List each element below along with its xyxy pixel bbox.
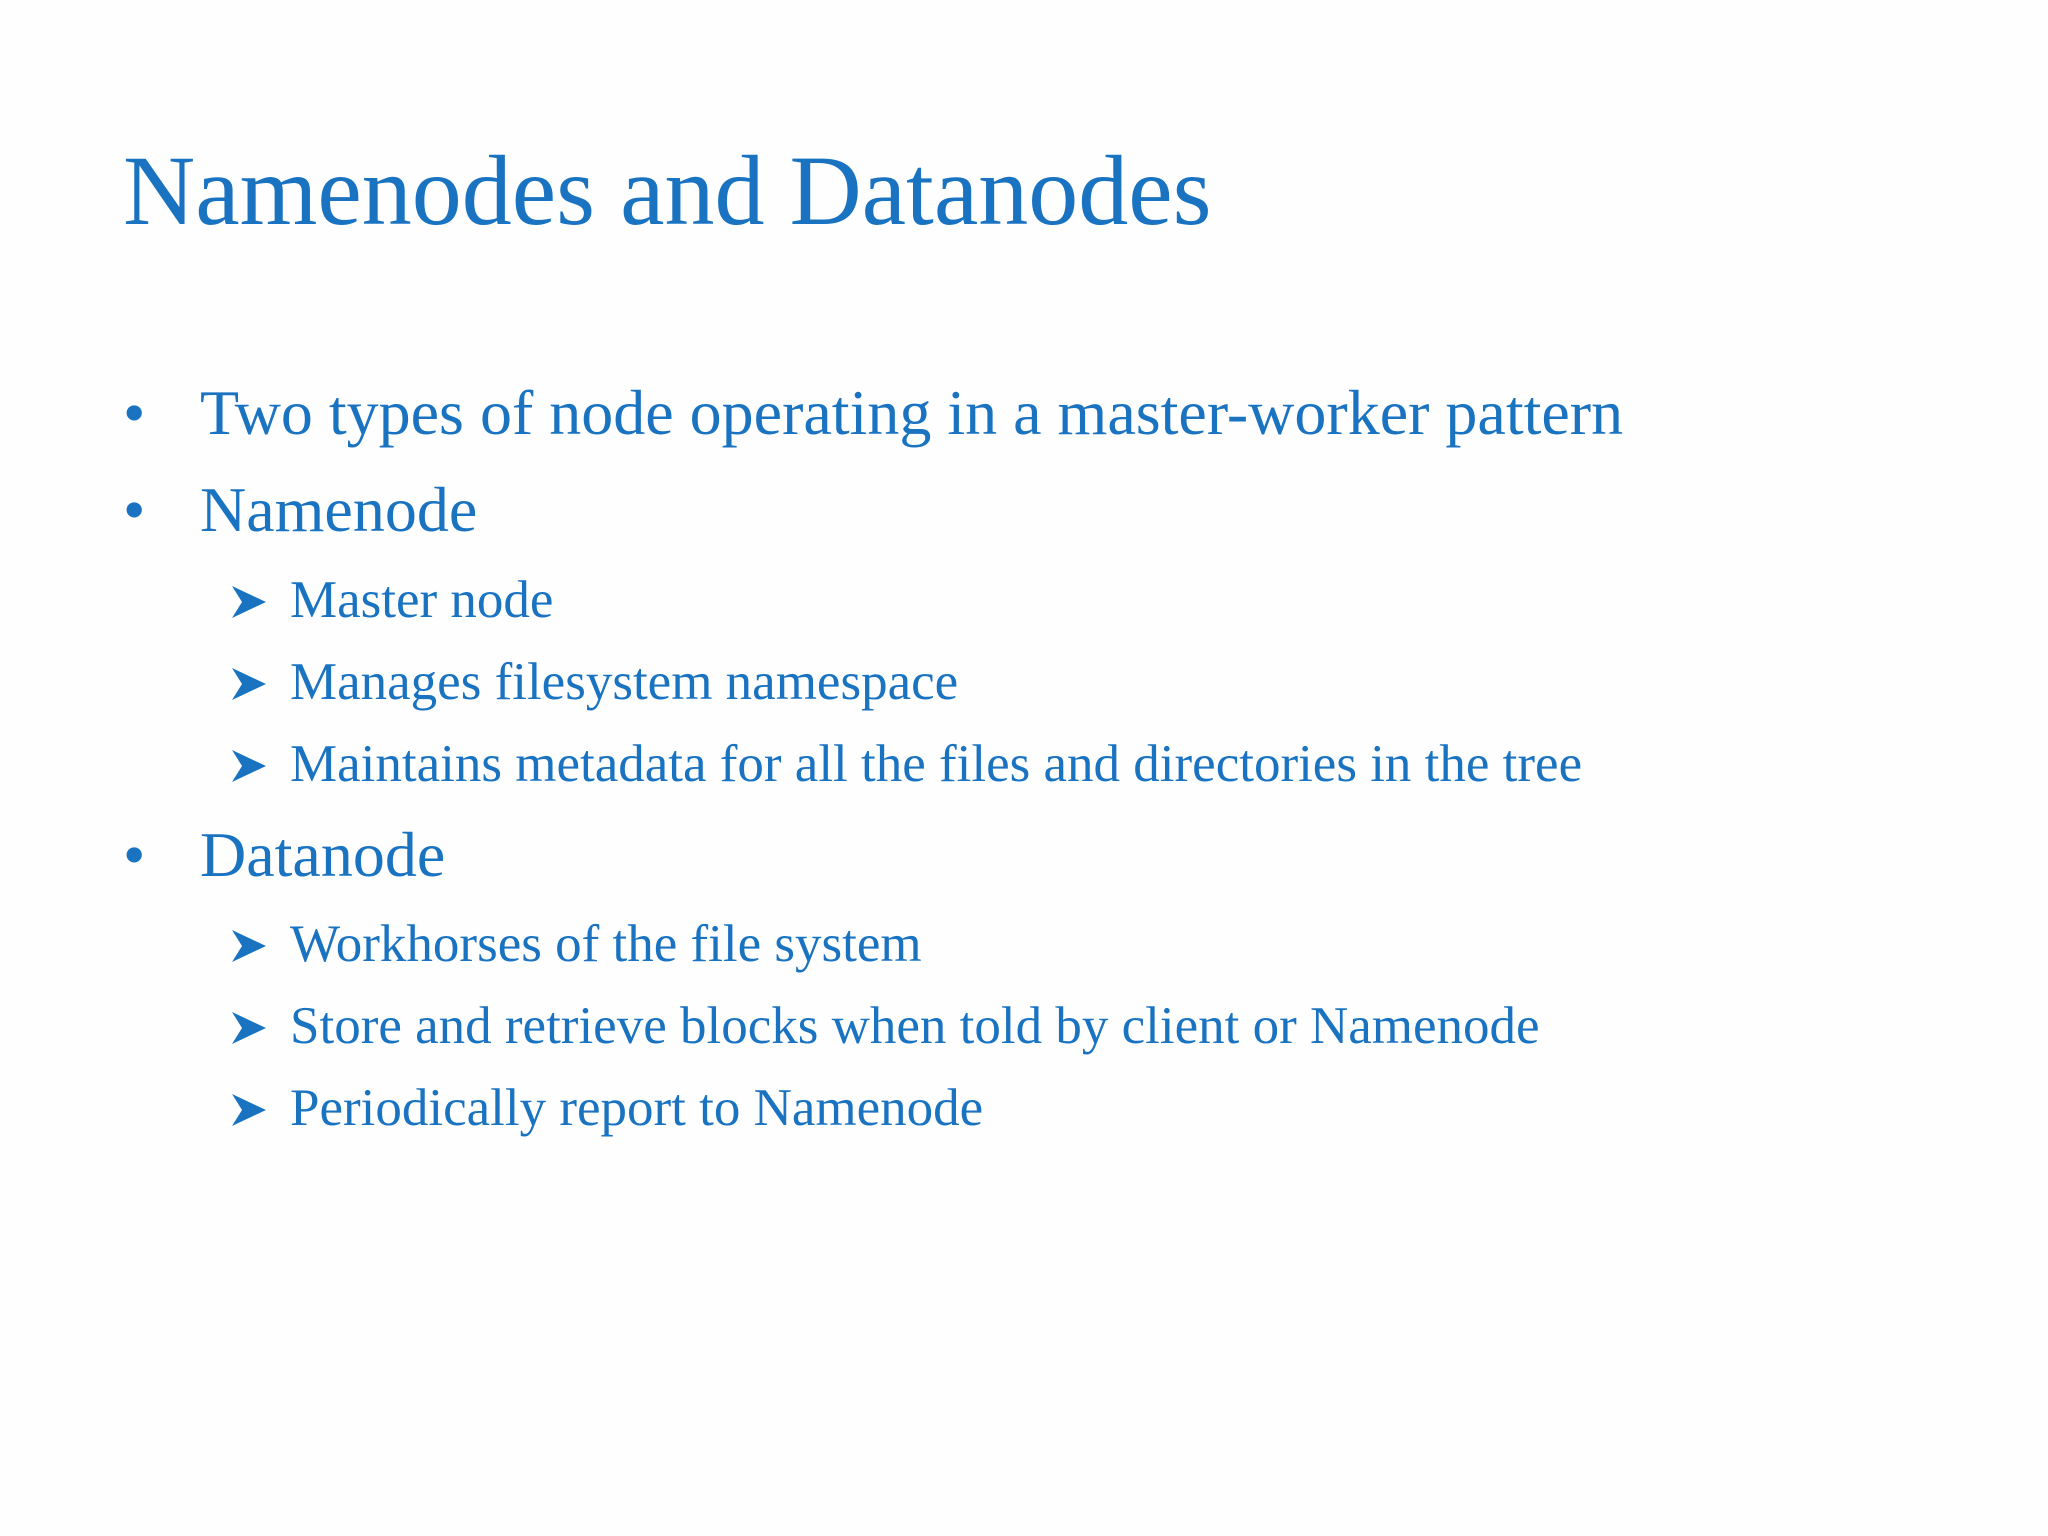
- arrowhead-bullet-icon: [226, 648, 276, 716]
- bullet-text: Two types of node operating in a master-worker pattern: [200, 377, 1624, 448]
- sub-bullet-text: Workhorses of the file system: [290, 915, 922, 973]
- arrowhead-bullet-icon: [226, 992, 276, 1060]
- slide-title: Namenodes and Datanodes: [123, 135, 1212, 246]
- arrowhead-bullet-icon: [226, 566, 276, 634]
- sub-bullet-text: Periodically report to Namenode: [290, 1079, 984, 1137]
- arrowhead-bullet-icon: [226, 730, 276, 798]
- sub-bullet-text: Store and retrieve blocks when told by client or Namenode: [290, 997, 1540, 1055]
- bullet-text: Namenode: [200, 474, 478, 545]
- bullet-text: Datanode: [200, 819, 446, 890]
- bullet-dot: •: [123, 377, 146, 448]
- sub-bullet-text: Manages filesystem namespace: [290, 653, 959, 711]
- bullet-dot: •: [123, 474, 146, 545]
- arrowhead-bullet-icon: [226, 910, 276, 978]
- sub-bullet-text: Master node: [290, 571, 554, 629]
- arrowhead-bullet-icon: [226, 1074, 276, 1142]
- sub-bullet-text: Maintains metadata for all the files and directories in the tree: [290, 735, 1583, 793]
- bullet-dot: •: [123, 819, 146, 890]
